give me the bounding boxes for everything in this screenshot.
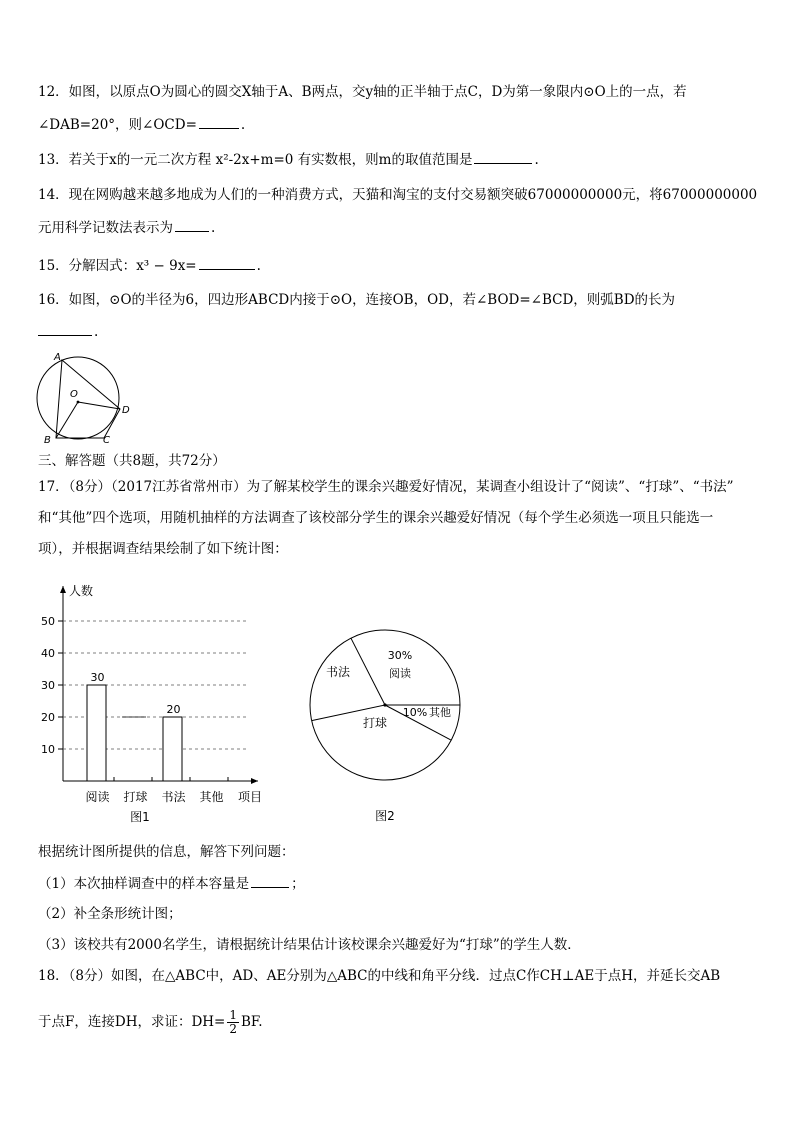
q17-sub1-text: （1）本次抽样调查中的样本容量是 (38, 876, 250, 892)
q17-sub3: （3）该校共有2000名学生，请根据统计结果估计该校课余兴趣爱好为“打球”的学生人数． (38, 937, 581, 953)
y-tick-label: 10 (41, 743, 55, 756)
q17-line3: 项），并根据调查结果绘制了如下统计图： (38, 541, 288, 557)
pie-chart-figure2 (300, 615, 470, 830)
q17-sub1-end: ； (291, 876, 305, 892)
q17-intro: 根据统计图所提供的信息，解答下列问题： (38, 844, 295, 860)
label-o: O (70, 389, 78, 400)
pie-center (383, 703, 386, 706)
q15-end: . (256, 258, 261, 274)
q16-line1: 16．如图，⊙O的半径为6，四边形ABCD内接于⊙O，连接OB，OD，若∠BOD=∠BCD，则弧BD的长为 (38, 292, 676, 308)
q12-line2 (38, 115, 245, 134)
q14-line2 (38, 218, 215, 237)
x-axis-label: 项目 (238, 790, 263, 804)
bar-chart-figure1 (30, 578, 280, 828)
figure2-caption: 图2 (375, 809, 395, 823)
q15-answer-blank (199, 256, 255, 270)
q15-line (38, 256, 261, 275)
bar-value-label: 30 (90, 671, 105, 684)
q14-line1: 14．现在网购越来越多地成为人们的一种消费方式，天猫和淘宝的支付交易额突破67000000000元，将67000000000 (38, 187, 758, 203)
bar-value-label: 20 (166, 703, 181, 716)
x-tick-label: 书法 (161, 790, 186, 804)
label-c: C (103, 435, 110, 446)
q14-answer-blank (175, 218, 209, 232)
q14-line2-end: . (211, 220, 216, 236)
x-tick-label: 阅读 (85, 790, 110, 804)
q18-line1: 18．（8分）如图，在△ABC中，AD、AE分别为△ABC的中线和角平分线．过点C作CH⊥AE于点H，并延长交AB (38, 968, 721, 984)
y-axis-arrow (60, 586, 66, 593)
q18-fraction (227, 1009, 239, 1036)
q18-line2-text: 于点F，连接DH，求证：DH= (38, 1014, 226, 1030)
pie-slice-label: 打球 (362, 716, 388, 730)
bar-书法 (163, 717, 182, 781)
segment-ob (56, 402, 78, 438)
q16-circle-figure (30, 350, 142, 446)
q17-line2: 和“其他”四个选项，用随机抽样的方法调查了该校部分学生的课余兴趣爱好情况（每个学生必须选一项且只能选一 (38, 510, 714, 526)
q12-line2-end: . (240, 117, 246, 133)
label-d: D (122, 405, 130, 416)
q12-answer-blank (199, 115, 239, 129)
q18-line2 (38, 1009, 263, 1036)
x-tick-label: 打球 (123, 790, 148, 804)
q15-text: 15．分解因式： (38, 258, 137, 274)
q14-line2-text: 元用科学记数法表示为 (38, 220, 173, 236)
q16-line2 (38, 322, 98, 341)
q13-end: . (534, 152, 539, 168)
y-tick-label: 30 (41, 679, 55, 692)
q17-sub1-answer-blank (251, 874, 289, 888)
y-tick-label: 40 (41, 647, 55, 660)
q13-text: 13．若关于x的一元二次方程 x²-2x+m=0 有实数根，则m的取值范围是 (38, 152, 473, 168)
pie-slice-label: 其他 (429, 706, 451, 719)
q18-frac-numerator: 1 (229, 1008, 238, 1022)
label-b: B (44, 435, 51, 446)
q12-line1: 12．如图，以原点O为圆心的圆交X轴于A、B两点，交y轴的正半轴于点C，D为第一象限内⊙O上的一点，若 (38, 84, 687, 100)
y-axis-label: 人数 (69, 584, 94, 598)
x-tick-label: 其他 (199, 790, 224, 804)
label-a: A (54, 352, 61, 363)
pie-percent-label: 10% (402, 706, 428, 719)
q17-sub1 (38, 874, 305, 893)
pie-percent-label: 30% (387, 649, 413, 662)
section-heading: 三、解答题（共8题，共72分） (38, 453, 226, 469)
bar-阅读 (87, 685, 106, 781)
q16-line2-end: . (94, 324, 99, 340)
y-tick-label: 20 (41, 711, 55, 724)
pie-slice-label: 书法 (325, 665, 351, 679)
q17-sub2: （2）补全条形统计图； (38, 906, 182, 922)
quadrilateral-abcd (56, 360, 120, 438)
y-tick-label: 50 (41, 615, 55, 628)
x-axis-arrow (251, 778, 258, 784)
q13-answer-blank (474, 150, 532, 164)
q12-line2-text: ∠DAB=20°，则∠OCD= (38, 117, 197, 133)
figure1-caption: 图1 (130, 810, 150, 824)
q13-line (38, 150, 539, 169)
pie-slice-label: 阅读 (389, 667, 411, 680)
q17-line1: 17．（8分）（2017江苏省常州市）为了解某校学生的课余兴趣爱好情况，某调查小组设计了“阅读”、“打球”、“书法” (38, 479, 734, 495)
q15-expression: x³ − 9x= (136, 258, 197, 274)
center-point (77, 401, 80, 404)
q16-answer-blank (38, 322, 92, 336)
q18-frac-denominator: 2 (229, 1022, 238, 1036)
q18-line2-end: BF. (241, 1014, 263, 1030)
